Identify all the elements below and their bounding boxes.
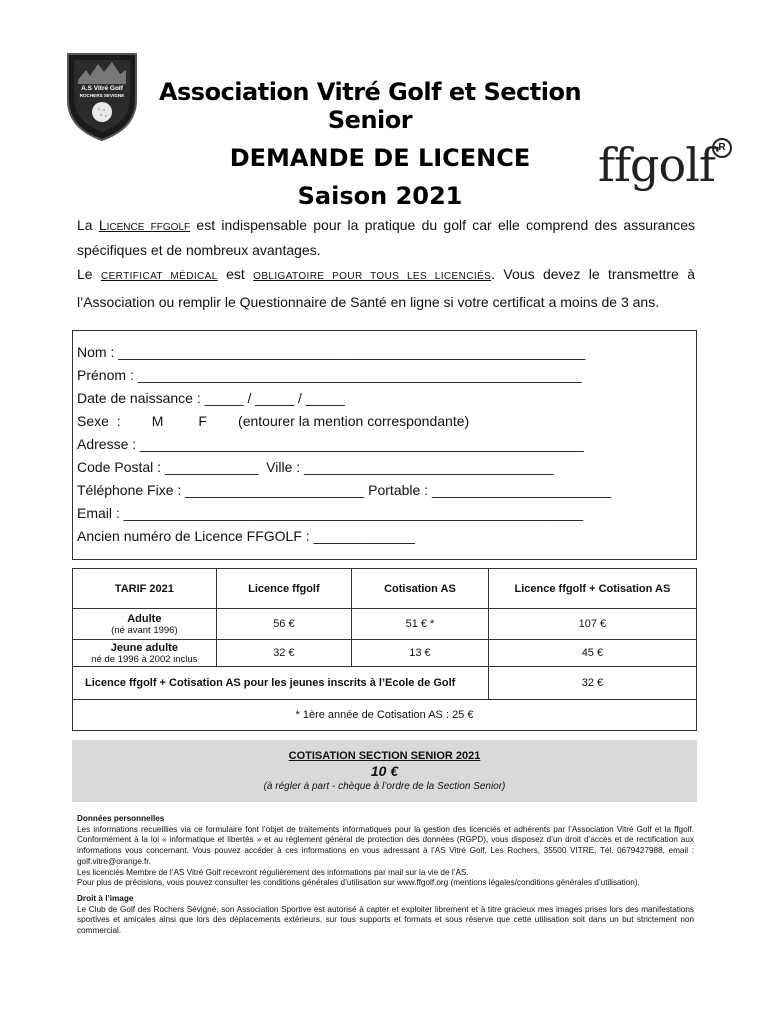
registered-mark-icon: R [712,138,732,158]
legal-paragraph: Pour plus de précisions, vous pouvez consulter les conditions générales d’utilisation sur www.ffgolf.org (mentions légales/conditions générales d’utilisation). [77,878,640,888]
logo-text-1: A.S Vitré Golf [81,85,123,92]
season-label: Saison 2021 [297,182,463,210]
tarif-table [72,568,697,731]
header-licence: Licence ffgolf [216,569,351,609]
intro-paragraph-2: Le CERTIFICAT MÉDICAL est OBLIGATOIRE POUR TOUS LES LICENCIÉS. Vous devez le transmettre à l’Association ou remplir le Questionnaire de Santé en ligne si votre certificat a moins de 3 ans. [77,266,695,310]
logo-text-2: ROCHERS SEVIGNE [79,93,125,98]
nom-field[interactable]: Nom : ____________________________________________________________ [77,344,586,360]
address-field[interactable]: Adresse : _________________________________________________________ [77,436,584,452]
cell-value: 32 € [488,667,696,700]
row-label-adulte: Adulte (né avant 1996) [73,609,217,640]
cell-value: 13 € [352,640,489,667]
prenom-field[interactable]: Prénom : _________________________________________________________ [77,367,582,383]
email-field[interactable]: Email : ___________________________________________________________ [77,505,584,521]
postal-city-field[interactable]: Code Postal : ____________ Ville : ________________________________ [77,459,554,475]
row-label-ecole: Licence ffgolf + Cotisation AS pour les jeunes inscrits à l’Ecole de Golf [73,667,489,700]
cell-value: 32 € [216,640,351,667]
row-label-jeune: Jeune adulte né de 1996 à 2002 inclus [73,640,217,667]
table-row [73,667,697,700]
page-subtitle: DEMANDE DE LICENCE [229,144,531,172]
intro-paragraph-1: La Licence ffgolf est indispensable pour la pratique du golf car elle comprend des assurances spécifiques et de nombreux avantages. [77,217,695,258]
header-cotisation: Cotisation AS [352,569,489,609]
table-header-row [73,569,697,609]
senior-price: 10 € [370,763,399,779]
table-row [73,640,697,667]
legal-heading-image: Droit à l’image [77,893,134,903]
old-licence-field[interactable]: Ancien numéro de Licence FFGOLF : _____________ [77,528,415,544]
birthdate-field[interactable]: Date de naissance : _____ / _____ / _____ [77,390,345,406]
header-tarif: TARIF 2021 [73,569,217,609]
legal-paragraph: Les licenciés Membre de l’AS Vitré Golf recevront régulièrement des informations par mail sur la vie de l’AS. [77,867,469,877]
club-logo [64,50,140,142]
cell-value: 51 € * [352,609,489,640]
legal-heading-data: Données personnelles [77,814,165,823]
legal-paragraph: Les informations recueillies via ce formulaire font l’objet de traitements informatiques pour la gestion des licenciés et adhérents par l’Association Vitré Golf et la ffgolf. Conformément à la loi « informatique et libertés » et au règlement général de protection des données (RGPD), vous disposez d’un droit d’accès et de rectification aux informations vous concernant. Vous pouvez accéder à ces informations en vous adressant à l’AS Vitré Golf, Les Rochers, 35500 VITRE, Tél. 0679427988, email : golf.vitre@orange.fr. [77,824,694,866]
page-title: Association Vitré Golf et Section Senior [158,78,582,134]
senior-note: (à régler à part - chèque à l’ordre de la Section Senior) [263,781,506,792]
table-row [73,700,697,731]
cell-value: 56 € [216,609,351,640]
phone-field[interactable]: Téléphone Fixe : _______________________ Portable : _______________________ [77,482,612,498]
senior-heading: COTISATION SECTION SENIOR 2021 [288,750,481,762]
cell-value: 45 € [488,640,696,667]
senior-box [72,740,697,802]
form-fields [77,341,611,548]
legal-text [77,814,694,937]
cell-value: 107 € [488,609,696,640]
obligatoire-term: OBLIGATOIRE POUR TOUS LES LICENCIÉS [253,271,492,282]
intro-text [77,213,695,314]
table-row [73,609,697,640]
title-block [150,78,610,210]
sex-field[interactable]: Sexe : M F (entourer la mention correspondante) [77,413,470,429]
licence-term: Licence ffgolf [98,217,191,233]
header-combo: Licence ffgolf + Cotisation AS [488,569,696,609]
table-note: * 1ère année de Cotisation AS : 25 € [73,700,697,731]
certificat-term: CERTIFICAT MÉDICAL [100,271,218,282]
ffgolf-logo: ffgolf [598,138,715,192]
legal-paragraph: Le Club de Golf des Rochers Sévigné, son Association Sportive est autorisé à capter et exploiter librement et à titre gracieux mes images prises lors des manifestations sportives et amicales ainsi que lors des déplacements extérieurs, sur tous supports et formats et sous réserve que cette utilisation soit dans un but strictement non commercial. [77,904,694,936]
